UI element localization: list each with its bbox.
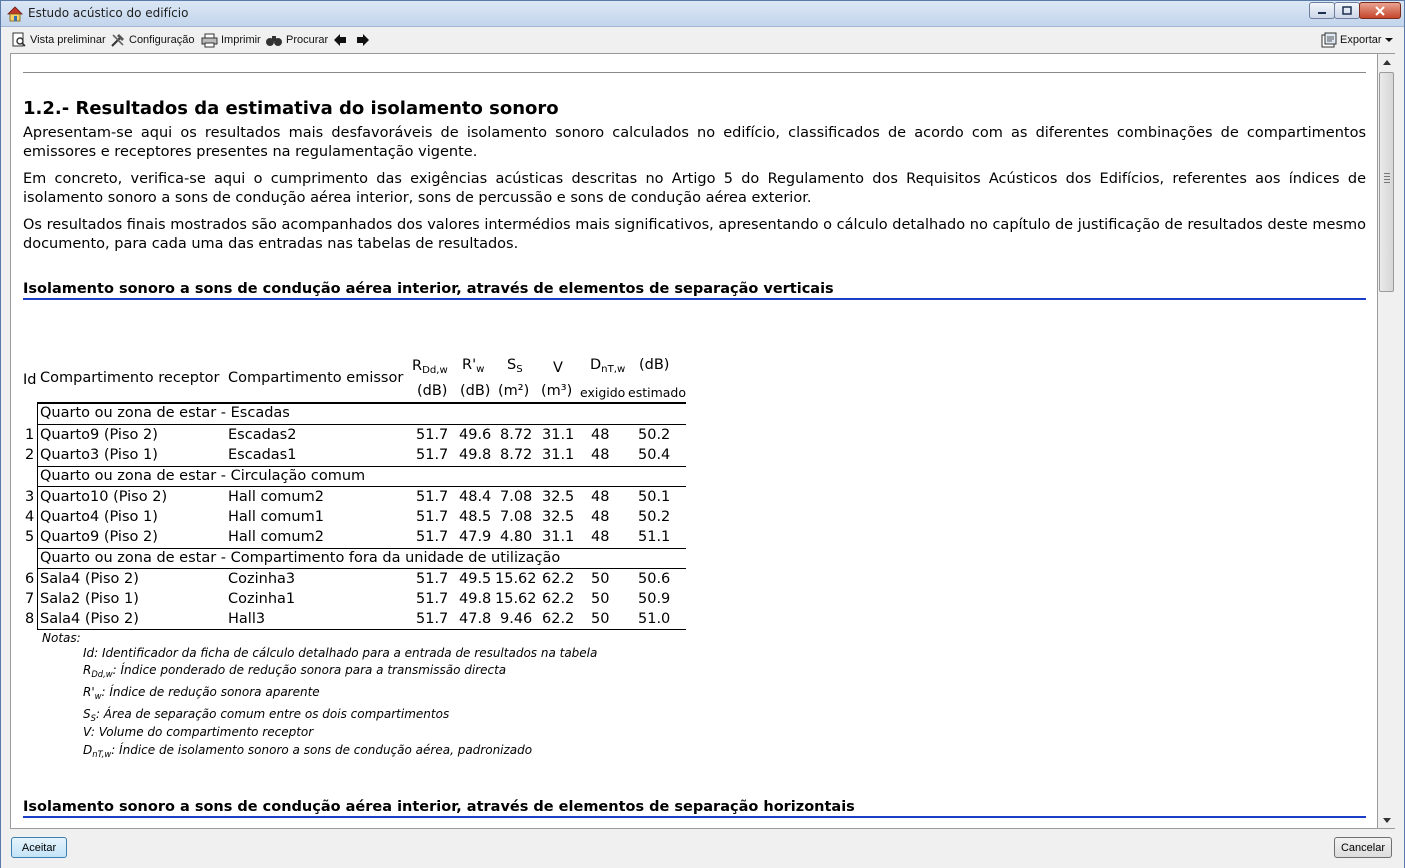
header-rw (462, 357, 484, 375)
header-emissor: Compartimento emissor (228, 370, 404, 386)
row-rdd: 51.7 (416, 571, 449, 587)
row-required: 48 (591, 509, 610, 525)
minimize-icon (1317, 7, 1327, 15)
row-rdd: 51.7 (416, 591, 449, 607)
house-icon (7, 6, 23, 22)
row-id: 5 (25, 529, 35, 545)
row-v: 31.1 (542, 529, 575, 545)
paragraph-1: Apresentam-se aqui os resultados mais desfavoráveis de isolamento sonoro calculados no edifício, classificados de acordo com as diferentes combinações de compartimentos emissores e receptores presentes na regulamentação vigente. (23, 125, 1366, 160)
row-rw: 49.8 (459, 591, 492, 607)
row-rw: 49.8 (459, 447, 492, 463)
row-emissor: Hall comum2 (228, 529, 324, 545)
group-rule (37, 568, 686, 569)
row-rw: 49.5 (459, 571, 492, 587)
binoculars-icon (265, 32, 283, 48)
group-rule (37, 486, 686, 487)
row-emissor: Cozinha3 (228, 571, 296, 587)
row-ss: 15.62 (495, 591, 537, 607)
row-rdd: 51.7 (416, 611, 449, 627)
preview-button[interactable] (11, 31, 106, 49)
group-title: Quarto ou zona de estar - Escadas (40, 405, 290, 421)
note-dnt-subscript: nT,w (92, 749, 112, 759)
preview-label: Vista preliminar (30, 34, 106, 46)
row-emissor: Hall comum1 (228, 509, 324, 525)
config-label: Configuração (129, 34, 195, 46)
row-id: 8 (25, 611, 35, 627)
section-heading: 1.2.- Resultados da estimativa do isolamento sonoro (23, 98, 559, 119)
tools-icon (110, 32, 126, 48)
print-button[interactable] (201, 31, 261, 49)
group-title: Quarto ou zona de estar - Compartimento fora da unidade de utilização (40, 550, 561, 566)
note-rw-subscript: w (94, 691, 102, 701)
header-receptor: Compartimento receptor (40, 370, 220, 386)
row-receptor: Sala4 (Piso 2) (40, 571, 139, 587)
row-estimated: 51.0 (638, 611, 671, 627)
scroll-up-icon (1383, 60, 1391, 65)
table-header-rule (37, 402, 686, 404)
paragraph-2: Em concreto, verifica-se aqui o cumprimento das exigências acústicas descritas no Artigo 5 do Regulamento dos Requisitos Acústicos dos Edifícios, referentes aos índices de isolamento sonoro a sons de condução aérea interior, sons de percussão e sons de condução aérea exterior. (23, 171, 1366, 206)
header-dnt-subscript: nT,w (601, 364, 626, 375)
note-dnt-text: : Índice de isolamento sonoro a sons de condução aérea, padronizado (111, 743, 533, 757)
chevron-down-icon (1385, 37, 1393, 43)
next-button[interactable] (356, 31, 373, 49)
minimize-button[interactable] (1309, 2, 1335, 19)
printer-icon (201, 32, 218, 48)
row-estimated: 51.1 (638, 529, 671, 545)
header-rdd-unit: (dB) (417, 383, 448, 399)
config-button[interactable] (110, 31, 194, 49)
row-rdd: 51.7 (416, 447, 449, 463)
search-label: Procurar (286, 34, 329, 46)
header-required: exigido (580, 385, 626, 400)
header-dnt-unit: (dB) (639, 357, 670, 373)
report-viewer[interactable] (10, 53, 1378, 829)
row-emissor: Cozinha1 (228, 591, 296, 607)
scrollbar-grip (1384, 173, 1390, 185)
row-rw: 49.6 (459, 427, 492, 443)
row-ss: 8.72 (500, 447, 533, 463)
note-rw-text: : Índice de redução sonora aparente (101, 685, 320, 699)
row-receptor: Quarto4 (Piso 1) (40, 509, 158, 525)
table-bottom-rule (37, 629, 686, 630)
row-emissor: Escadas2 (228, 427, 297, 443)
row-id: 3 (25, 489, 35, 505)
section-title-vertical: Isolamento sonoro a sons de condução aérea interior, através de elementos de separação verticais (23, 281, 1366, 300)
print-label: Imprimir (221, 34, 261, 46)
header-ss-subscript: S (516, 364, 523, 375)
row-estimated: 50.9 (638, 591, 671, 607)
row-required: 48 (591, 447, 610, 463)
row-emissor: Escadas1 (228, 447, 297, 463)
row-receptor: Sala4 (Piso 2) (40, 611, 139, 627)
row-estimated: 50.2 (638, 509, 671, 525)
export-icon (1321, 32, 1337, 48)
vertical-scrollbar[interactable] (1378, 53, 1395, 829)
row-v: 62.2 (542, 571, 575, 587)
maximize-button[interactable] (1334, 2, 1360, 19)
header-id: Id (23, 372, 37, 388)
row-id: 7 (25, 591, 35, 607)
row-v: 32.5 (542, 489, 575, 505)
notes-label: Notas: (42, 631, 81, 645)
row-rdd: 51.7 (416, 489, 449, 505)
header-dnt-symbol: D (590, 357, 602, 373)
row-rw: 47.8 (459, 611, 492, 627)
header-rdd (412, 358, 448, 376)
group-separator (37, 466, 686, 467)
row-rdd: 51.7 (416, 427, 449, 443)
row-rw: 47.9 (459, 529, 492, 545)
title-bar (1, 1, 1404, 27)
row-required: 48 (591, 427, 610, 443)
header-v-unit: (m³) (541, 383, 573, 399)
maximize-icon (1342, 6, 1352, 15)
header-rw-symbol: R' (462, 357, 477, 373)
row-rw: 48.5 (459, 509, 492, 525)
note-ss-subscript: S (90, 713, 96, 723)
row-estimated: 50.6 (638, 571, 671, 587)
row-estimated: 50.4 (638, 447, 671, 463)
row-required: 48 (591, 529, 610, 545)
row-v: 31.1 (542, 447, 575, 463)
export-button[interactable] (1321, 31, 1396, 49)
arrow-right-icon (356, 33, 370, 47)
row-emissor: Hall comum2 (228, 489, 324, 505)
note-ss (83, 707, 449, 723)
cancel-button[interactable]: Cancelar (1334, 837, 1392, 858)
row-receptor: Sala2 (Piso 1) (40, 591, 139, 607)
row-estimated: 50.2 (638, 427, 671, 443)
row-id: 6 (25, 571, 35, 587)
header-estimated: estimado (628, 385, 686, 400)
note-dnt (83, 743, 532, 759)
row-receptor: Quarto10 (Piso 2) (40, 489, 168, 505)
group-separator (37, 548, 686, 549)
note-rdd (83, 663, 506, 679)
row-rdd: 51.7 (416, 529, 449, 545)
export-label: Exportar (1340, 34, 1382, 46)
header-rdd-subscript: Dd,w (422, 365, 448, 376)
row-ss: 7.08 (500, 489, 533, 505)
header-rdd-symbol: R (412, 358, 423, 374)
row-receptor: Quarto3 (Piso 1) (40, 447, 158, 463)
header-rw-subscript: w (476, 364, 485, 375)
group-title: Quarto ou zona de estar - Circulação comum (40, 468, 366, 484)
row-ss: 4.80 (500, 529, 533, 545)
scroll-up-button[interactable] (1378, 54, 1395, 71)
note-rw (83, 685, 320, 701)
note-ss-text: : Área de separação comum entre os dois compartimentos (95, 707, 450, 721)
section-title-horizontal: Isolamento sonoro a sons de condução aérea interior, através de elementos de separação horizontais (23, 799, 1366, 818)
note-rdd-subscript: Dd,w (91, 669, 113, 679)
row-id: 4 (25, 509, 35, 525)
row-id: 1 (25, 427, 35, 443)
note-rdd-text: : Índice ponderado de redução sonora para a transmissão directa (112, 663, 507, 677)
row-required: 50 (591, 611, 610, 627)
row-id: 2 (25, 447, 35, 463)
header-ss-unit: (m²) (498, 383, 530, 399)
scroll-down-button[interactable] (1378, 812, 1395, 829)
row-ss: 15.62 (495, 571, 537, 587)
header-dnt (590, 357, 625, 375)
dialog-footer (1, 829, 1404, 868)
paragraph-3: Os resultados finais mostrados são acompanhados dos valores intermédios mais significativos, apresentando o cálculo detalhado no capítulo de justificação de resultados deste mesmo documento, para cada uma das entradas nas tabelas de resultados. (23, 217, 1366, 252)
row-v: 31.1 (542, 427, 575, 443)
header-v: V (553, 360, 563, 376)
row-v: 62.2 (542, 591, 575, 607)
magnifier-page-icon (11, 32, 27, 48)
top-divider (23, 72, 1366, 73)
note-dnt-symbol: D (83, 743, 93, 757)
row-rdd: 51.7 (416, 509, 449, 525)
row-required: 50 (591, 571, 610, 587)
toolbar (1, 27, 1404, 53)
row-v: 62.2 (542, 611, 575, 627)
accept-button[interactable]: Aceitar (11, 837, 67, 858)
row-receptor: Quarto9 (Piso 2) (40, 427, 158, 443)
note-id: Id: Identificador da ficha de cálculo detalhado para a entrada de resultados na tabela (83, 646, 598, 660)
row-v: 32.5 (542, 509, 575, 525)
row-estimated: 50.1 (638, 489, 671, 505)
row-receptor: Quarto9 (Piso 2) (40, 529, 158, 545)
close-button[interactable] (1359, 2, 1401, 19)
row-required: 48 (591, 489, 610, 505)
row-ss: 7.08 (500, 509, 533, 525)
window-title: Estudo acústico do edifício (28, 6, 189, 20)
group-left-border (37, 404, 38, 630)
header-ss-symbol: S (507, 357, 517, 373)
scroll-down-icon (1383, 818, 1391, 823)
group-rule (37, 424, 686, 425)
note-ss-symbol: S (83, 707, 91, 721)
previous-button[interactable] (333, 31, 350, 49)
scrollbar-thumb[interactable] (1379, 72, 1394, 292)
close-icon (1374, 6, 1386, 16)
note-rw-symbol: R' (83, 685, 95, 699)
row-emissor: Hall3 (228, 611, 266, 627)
row-ss: 8.72 (500, 427, 533, 443)
note-rdd-symbol: R (83, 663, 92, 677)
header-ss (507, 357, 523, 375)
note-v: V: Volume do compartimento receptor (83, 725, 314, 739)
arrow-left-icon (333, 33, 347, 47)
row-rw: 48.4 (459, 489, 492, 505)
search-button[interactable] (265, 31, 328, 49)
header-rw-unit: (dB) (460, 383, 491, 399)
row-required: 50 (591, 591, 610, 607)
row-ss: 9.46 (500, 611, 533, 627)
